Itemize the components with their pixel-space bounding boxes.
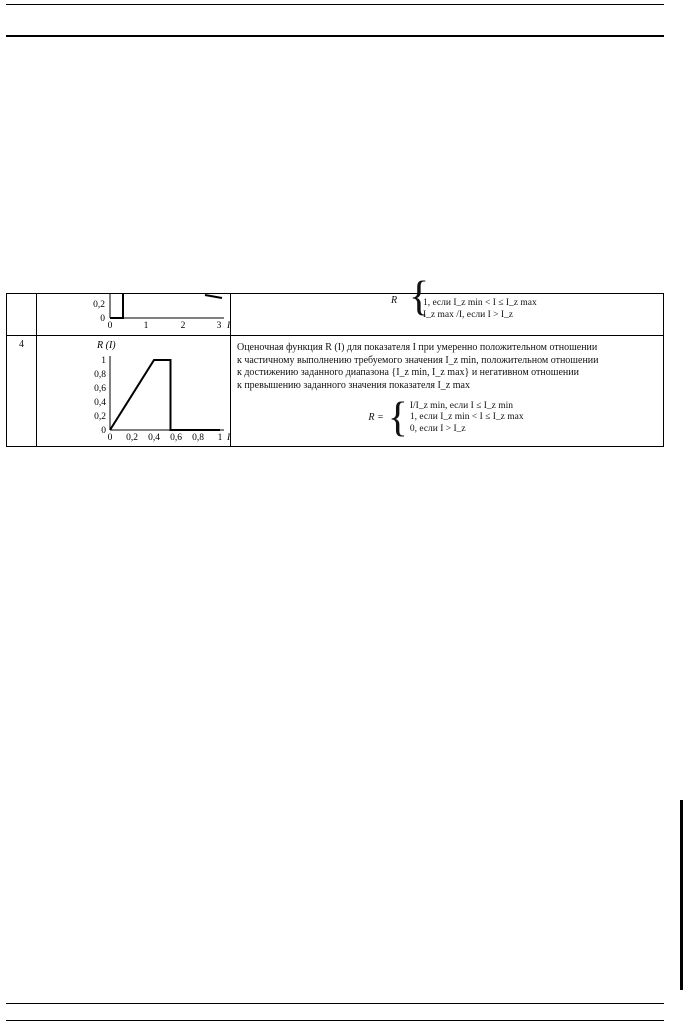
formula-brace: { xyxy=(387,395,408,441)
footer-rule-top xyxy=(6,1003,664,1004)
description-line: к превышению заданного значения показателя I_z max xyxy=(236,379,470,391)
y-tick-label: 0,6 xyxy=(94,384,106,394)
function-line xyxy=(110,360,220,430)
description-line: к частичному выполнению требуемого значения I_z min, положительном отношении xyxy=(236,354,599,366)
description-line: Оценочная функция R (I) для показателя I при умеренно положительном отношении xyxy=(236,342,598,353)
evaluation-function-table xyxy=(6,274,664,447)
description-cell xyxy=(230,336,663,447)
evaluation-function-graph xyxy=(37,336,230,442)
thumb-index-bar xyxy=(680,800,683,990)
x-tick-label: 1 xyxy=(143,321,149,331)
formula-partial xyxy=(237,274,655,324)
formula-brace: { xyxy=(408,274,430,320)
y-tick-label: 0,2 xyxy=(94,412,106,422)
header-rule-top xyxy=(6,4,664,5)
row-number-cell: 4 xyxy=(7,336,37,447)
formula-row4 xyxy=(237,395,655,441)
x-tick-label: 0,4 xyxy=(148,433,160,443)
y-tick-label: 1 xyxy=(101,356,106,366)
partial-graph xyxy=(37,294,230,331)
formula-line: I_z max /I, если I > I_z xyxy=(422,309,514,320)
graph-cell xyxy=(36,336,230,447)
y-tick-label: 0 xyxy=(100,314,105,324)
table-row-partial xyxy=(7,294,664,336)
x-axis-label: I xyxy=(226,321,231,331)
x-tick-label: 0,6 xyxy=(170,433,182,443)
row-number-cell xyxy=(7,294,37,336)
y-tick-label: 0,2 xyxy=(93,300,105,310)
formula-line: 0, если I > I_z xyxy=(409,423,466,434)
formula-line: 1, если I_z min < I ≤ I_z max xyxy=(409,412,524,423)
description-line: к достижению заданного диапазона {I_z min, I_z max} и негативном отношении xyxy=(236,367,579,378)
x-axis-label: I xyxy=(226,433,231,443)
header-rule-bottom xyxy=(6,35,664,37)
x-tick-label: 0,8 xyxy=(192,433,204,443)
formula-lhs: R = xyxy=(368,412,384,423)
description-cell xyxy=(230,274,663,336)
formula-line: 1, если I_z min < I ≤ I_z max xyxy=(422,298,537,308)
x-tick-label: 0,2 xyxy=(126,433,138,443)
y-tick-label: 0,8 xyxy=(94,370,106,380)
y-tick-label: 0 xyxy=(101,426,106,436)
x-tick-label: 1 xyxy=(217,433,223,443)
x-tick-label: 2 xyxy=(180,321,186,331)
y-tick-label: 0,4 xyxy=(94,398,106,408)
x-tick-label: 3 xyxy=(216,321,222,331)
x-tick-label: 0 xyxy=(107,321,113,331)
formula-line: I/I_z min, если I ≤ I_z min xyxy=(409,400,513,411)
footer-rule-bottom xyxy=(6,1020,664,1021)
y-axis-label: R (I) xyxy=(96,340,116,351)
x-tick-label: 0 xyxy=(107,433,113,443)
table-row-4 xyxy=(7,336,664,447)
graph-cell xyxy=(36,294,230,336)
formula-lhs: R xyxy=(390,295,398,306)
